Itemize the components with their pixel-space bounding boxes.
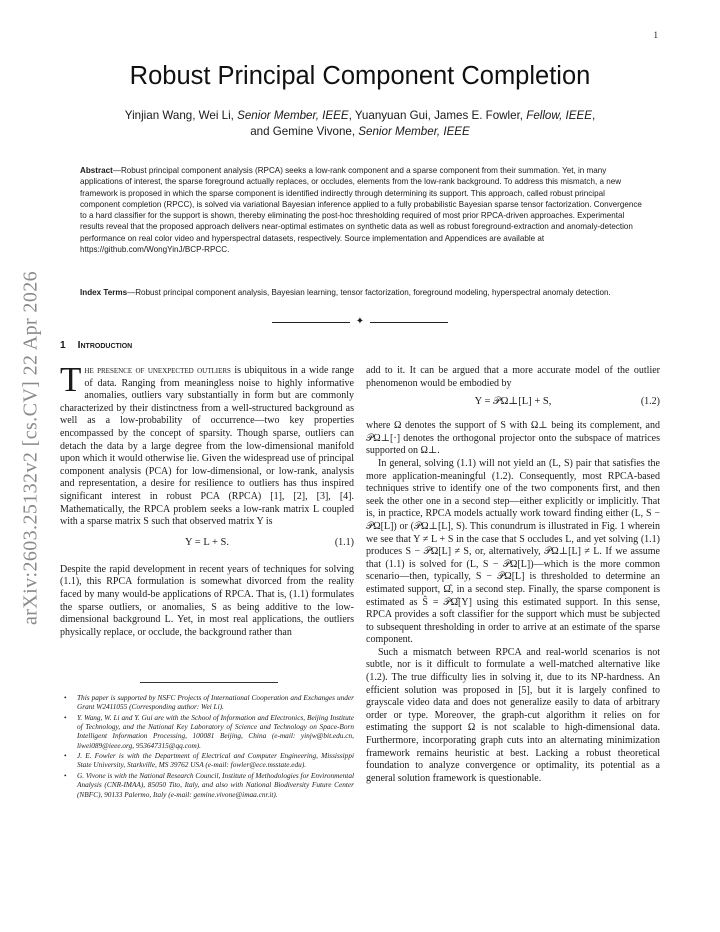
footnote-rule (140, 682, 278, 683)
paragraph: In general, solving (1.1) will not yield an (L, S) pair that satisfies the more application-meaningful (1.2). Consequently, most RPCA-based techniques strive to identify one of the two components first, and then seek the other one in a second step—either explicitly or implicitly. That is, in practice, RPCA models actually work toward finding either (L, S − 𝒫Ω[L]) or (𝒫Ω⊥[L], S). This conundrum is illustrated in Fig. 1 wherein we see that Y ≠ L + S in the case that S occludes L, and yet solving (1.1) produces S − 𝒫Ω[L] ≠ S, or, alternatively, 𝒫Ω⊥[L] ≠ L. If we assume that (1.1) is solved for (L, S − 𝒫Ω[L])—which is the more common scenario—then, typically, S − 𝒫Ω[L] is thresholded to determine an estimated support, Ω̂, in a second step. Finally, the sparse component is estimated as Ŝ = 𝒫Ω̂[Y] using this estimated support. In this sense, RPCA provides a soft classifier for the support which must be subjected to subsequent thresholding in order to arrive at an estimate of the sparse component. (366, 457, 660, 646)
abstract-text: —Robust principal component analysis (RPCA) seeks a low-rank component and a sparse component from their summation. Yet, in many applications of interest, the sparse foreground actually replaces, or occludes, elements from the low-rank background. To address this mismatch, a new framework is proposed in which the sparse component is identified indirectly through determining its support. This approach, called robust principal component completion (RPCC), is solved via variational Bayesian inference applied to a fully probabilistic Bayesian sparse tensor factorization. Convergence to a hard classifier for the support is shown, thereby eliminating the post-hoc thresholding required of most prior RPCA-driven approaches. Experimental results reveal that the proposed approach delivers near-optimal estimates on synthetic data as well as robust foreground-extraction and anomaly-detection performance on real color video and hyperspectral datasets, respectively. Source implementation and Appendices are available at https://github.com/WongYinJ/BCP-RPCC. (80, 166, 642, 255)
author-line-2 (80, 124, 640, 140)
footnote-item (64, 771, 354, 799)
lead-in: he presence of unexpected outliers (84, 365, 231, 376)
bullet-icon: • (64, 771, 67, 781)
section-title: Introduction (77, 340, 133, 351)
paper-title: Robust Principal Component Completion (129, 62, 591, 90)
section-number: 1 (60, 340, 66, 351)
author-membership: Senior Member, IEEE (237, 109, 349, 122)
footnote-text: J. E. Fowler is with the Department of Electrical and Computer Engineering, Mississippi State University, Starkville, MS 39762 USA (e-mail: fowler@ece.msstate.edu). (77, 751, 354, 770)
divider-line-left (272, 322, 350, 323)
bullet-icon: • (64, 693, 67, 702)
paragraph: where Ω denotes the support of S with Ω⊥ being its complement, and 𝒫Ω⊥[·] denotes the orthogonal projector onto the subspace of matrices supported on Ω⊥. (366, 420, 660, 457)
footnotes (64, 693, 354, 800)
author-membership: Senior Member, IEEE (358, 125, 470, 138)
paragraph: Despite the rapid development in recent years of techniques for solving (1.1), this RPCA formulation is somewhat divorced from the reality faced by many would-be applications of RPCA. That is, (1.1) formulates the sparse outliers, or anomalies, S as being additive to the low-dimensional background L. Yet, in most real applications, the outliers physically replace, or occlude, the background rather than (60, 563, 354, 638)
author-text: , Yuanyuan Gui, James E. Fowler, (348, 109, 527, 122)
drop-cap: T (60, 360, 82, 399)
bullet-icon: • (64, 751, 67, 761)
equation-1-2 (366, 396, 660, 416)
page-number: 1 (653, 30, 658, 40)
author-line-1 (80, 108, 640, 124)
divider-line-right (370, 322, 448, 323)
author-text: Yinjian Wang, Wei Li, (124, 109, 238, 122)
footnote-text: Y. Wang, W. Li and Y. Gui are with the School of Information and Electronics, Beijing Institute of Technology, and the National Key Laboratory of Science and Technology on Space-Born Intelligent Information Processing, 100081 Beijing, China (e-mail: yinjw@bit.edu.cn, liwei089@ieee.org, 953647315@qq.com). (77, 712, 354, 750)
author-membership: Fellow, IEEE (526, 109, 592, 122)
right-column (366, 365, 660, 785)
divider-ornament-icon: ✦ (355, 316, 365, 327)
abstract-label: Abstract (80, 166, 113, 175)
paragraph: Such a mismatch between RPCA and real-world scenarios is not subtle, nor is it difficult to formulate a well-matched alternative like (1.2). The true difficulty lies in solving it, due to its NP-hardness. An efficient solution was proposed in [5], but it is largely confined to grayscale video data and does not generalize easily to data of arbitrary order or type. Moreover, the graph-cut algorithm it relies on for estimating the support Ω is not scalable to high-dimensional data. Furthermore, incorporating graph cuts into an alternating minimization framework remains heuristic at best. Lacking a robust theoretical foundation to analyze convergence or optimality, its potential as a general solution framework is questionable. (366, 646, 660, 784)
footnote-item (64, 751, 354, 769)
paragraph-text: is ubiquitous in a wide range of data. Ranging from meaningless noise to highly informative anomalies, outliers vary substantially in form but are commonly characterized by their distinctness from a well-structured background as well as a low-probability of occurrence—two key properties encompassed by the concept of sparsity. Though sparse, outliers can detach the data by a large degree from the low-dimensional manifold upon which it would otherwise lie. Given the widespread use of principal component analysis (PCA) for low-dimensional, or low-rank, analysis and representation, a desire for resilience to outliers has thus inspired significant interest in robust PCA (RPCA) [1], [2], [3], [4]. Mathematically, the RPCA problem seeks a low-rank matrix L coupled with a sparse matrix S such that observed matrix Y is (60, 365, 354, 528)
left-column (60, 360, 354, 639)
index-terms-label: Index Terms (80, 288, 128, 297)
arxiv-identifier-stamp: arXiv:2603.25132v2 [cs.CV] 22 Apr 2026 (19, 270, 42, 626)
index-terms (80, 287, 642, 298)
author-text: and Gemine Vivone, (250, 125, 359, 138)
author-text: , (591, 109, 596, 122)
footnote-text: This paper is supported by NSFC Projects of International Cooperation and Exchanges under Grant W2411055 (Corresponding author: Wei Li). (77, 693, 354, 712)
paragraph (60, 360, 354, 529)
equation-number: (1.1) (334, 536, 354, 548)
author-list (80, 108, 640, 140)
paragraph: add to it. It can be argued that a more accurate model of the outlier phenomenon would be embodied by (366, 365, 660, 389)
footnote-item (64, 693, 354, 711)
footnote-item (64, 713, 354, 750)
section-divider (0, 316, 720, 328)
equation-body: Y = L + S. (184, 536, 230, 548)
abstract (80, 165, 642, 255)
equation-body: Y = 𝒫Ω⊥[L] + S, (474, 396, 552, 408)
index-terms-text: —Robust principal component analysis, Bayesian learning, tensor factorization, foreground modeling, hyperspectral anomaly detection. (127, 288, 611, 297)
bullet-icon: • (64, 712, 67, 722)
footnote-text: G. Vivone is with the National Research Council, Institute of Methodologies for Environmental Analysis (CNR-IMAA), 85050 Tito, Italy, and also with National Biodiversity Future Center (NBFC), 90133 Palermo, Italy (e-mail: gemine.vivone@imaa.cnr.it). (77, 771, 354, 799)
equation-1-1 (60, 537, 354, 557)
equation-number: (1.2) (640, 396, 660, 408)
section-heading (60, 340, 132, 351)
